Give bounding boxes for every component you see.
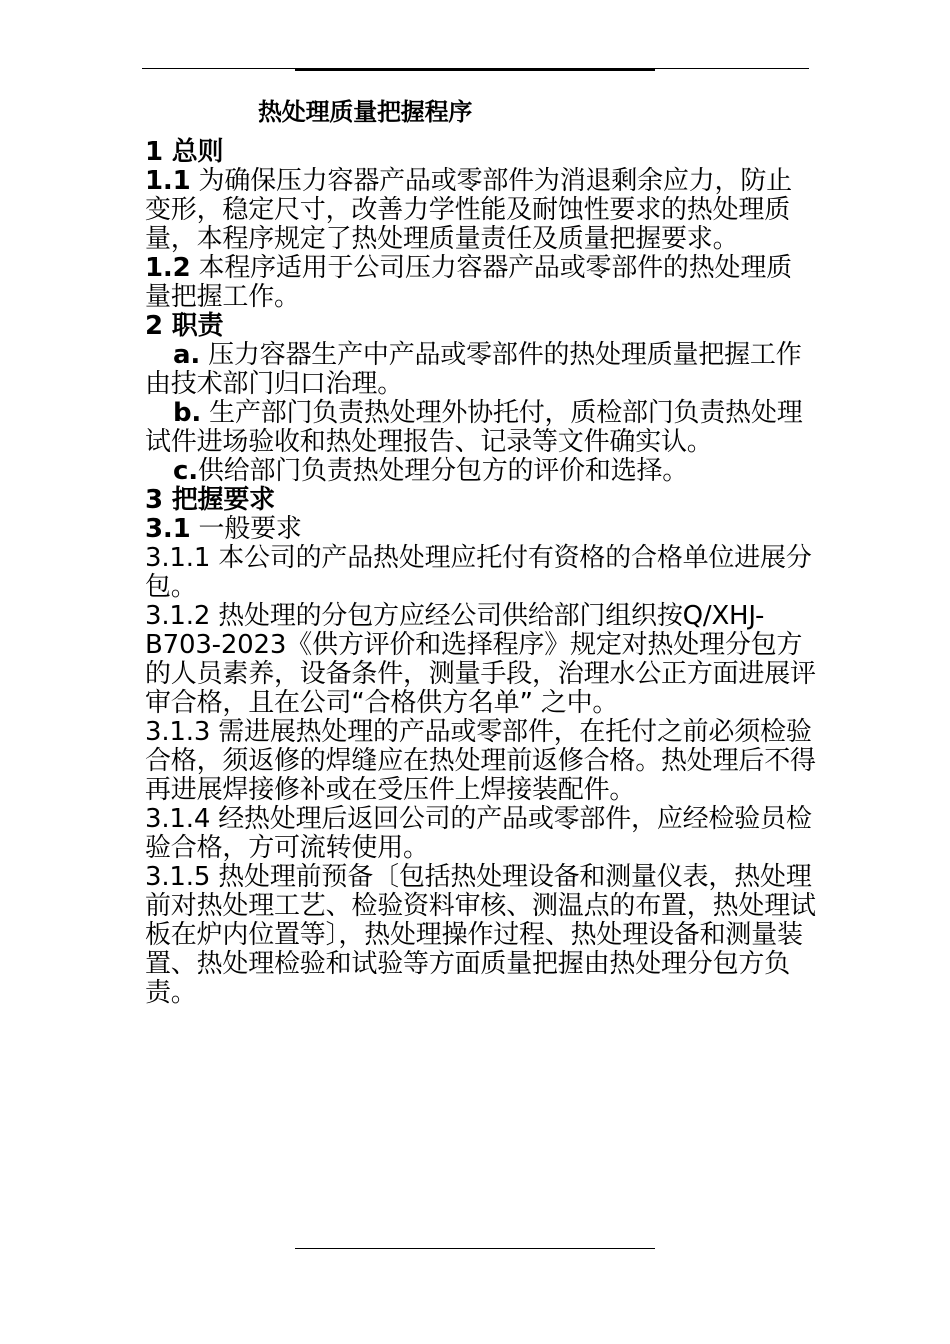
duty-item-c <box>145 457 817 486</box>
clause-3-1-2: 3.1.2 热处理的分包方应经公司供给部门组织按Q/XHJ-B703-2023《供方评价和选择程序》规定对热处理分包方的人员素养，设备条件，测量手段，治理水公正方面进展评审合格，且在公司“合格供方名单” 之中。 <box>145 601 816 718</box>
footer-rule <box>295 1248 655 1249</box>
item-label: a. <box>173 340 201 370</box>
paragraph-number: 1.1 <box>145 166 191 196</box>
subsection-number: 3.1 <box>145 514 191 544</box>
item-label: c. <box>173 456 198 486</box>
subsection-3-1-heading <box>145 515 817 544</box>
section-2-heading: 2 职责 <box>145 311 224 341</box>
clause-3-1-5: 3.1.5 热处理前预备〔包括热处理设备和测量仪表，热处理前对热处理工艺、检验资料审核、测温点的布置，热处理试板在炉内位置等〕，热处理操作过程、热处理设备和测量装置、热处理检验和试验等方面质量把握由热处理分包方负责。 <box>145 862 816 1008</box>
duty-item-b <box>145 399 817 457</box>
clause-3-1-3: 3.1.3 需进展热处理的产品或零部件，在托付之前必须检验合格，须返修的焊缝应在热处理前返修合格。热处理后不得再进展焊接修补或在受压件上焊接装配件。 <box>145 717 816 805</box>
item-text: 压力容器生产中产品或零部件的热处理质量把握工作由技术部门归口治理。 <box>145 340 802 399</box>
item-label: b. <box>173 398 202 428</box>
subsection-text: 一般要求 <box>190 514 302 544</box>
clause-3-1-4: 3.1.4 经热处理后返回公司的产品或零部件，应经检验员检验合格，方可流转使用。 <box>145 804 812 863</box>
paragraph-text: 本程序适用于公司压力容器产品或零部件的热处理质量把握工作。 <box>145 253 792 312</box>
clause-3-1-1: 3.1.1 本公司的产品热处理应托付有资格的合格单位进展分包。 <box>145 543 812 602</box>
header-rule-thick <box>295 68 655 71</box>
item-text: 生产部门负责热处理外协托付，质检部门负责热处理试件进场验收和热处理报告、记录等文件确实认。 <box>145 398 803 457</box>
document-body <box>145 92 817 1008</box>
section-3-heading: 3 把握要求 <box>145 485 275 515</box>
paragraph-1-1 <box>145 167 817 254</box>
section-1-heading: 1 总则 <box>145 137 224 167</box>
paragraph-1-2 <box>145 254 817 312</box>
duty-item-a <box>145 341 817 399</box>
item-text: 供给部门负责热处理分包方的评价和选择。 <box>197 456 689 486</box>
paragraph-number: 1.2 <box>145 253 191 283</box>
document-title: 热处理质量把握程序 <box>258 98 473 126</box>
paragraph-text: 为确保压力容器产品或零部件为消退剩余应力，防止变形，稳定尺寸，改善力学性能及耐蚀性要求的热处理质量，本程序规定了热处理质量责任及质量把握要求。 <box>145 166 792 254</box>
